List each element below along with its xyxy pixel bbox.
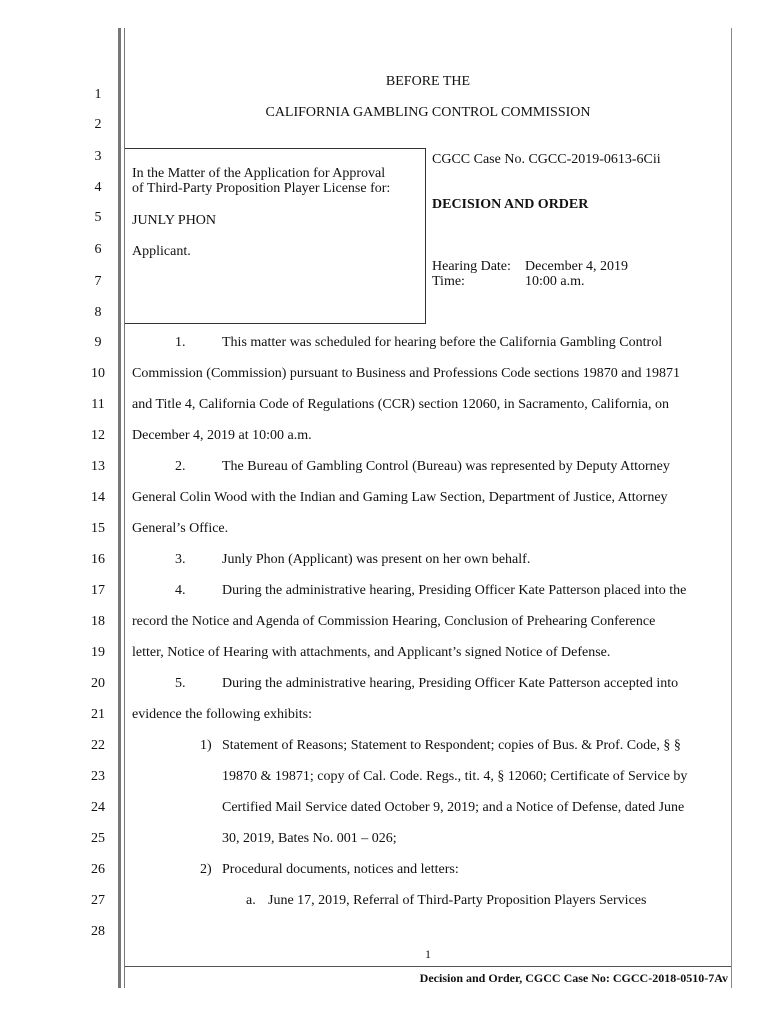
- paragraph-number: 3.: [175, 552, 186, 567]
- sub-item-letter: a.: [246, 893, 256, 908]
- hearing-date-label: Hearing Date:: [432, 259, 511, 274]
- court-heading-line2: CALIFORNIA GAMBLING CONTROL COMMISSION: [265, 105, 591, 120]
- line-number: 25: [91, 831, 105, 846]
- line-number: 28: [91, 924, 105, 939]
- list-item-line: Statement of Reasons; Statement to Respondent; copies of Bus. & Prof. Code, § §: [222, 738, 681, 753]
- line-number: 22: [91, 738, 105, 753]
- paragraph-5-line: During the administrative hearing, Presiding Officer Kate Patterson accepted into: [222, 676, 679, 691]
- paragraph-2-line: General Colin Wood with the Indian and Gaming Law Section, Department of Justice, Attorney: [132, 490, 668, 505]
- line-number: 27: [91, 893, 105, 908]
- line-number: 14: [91, 490, 105, 505]
- line-number: 8: [94, 305, 102, 320]
- line-number: 16: [91, 552, 105, 567]
- paragraph-4-line: During the administrative hearing, Presiding Officer Kate Patterson placed into the: [222, 583, 687, 598]
- line-number: 13: [91, 459, 105, 474]
- line-number: 2: [94, 117, 102, 132]
- list-item-line: Procedural documents, notices and letters:: [222, 862, 459, 877]
- line-number: 10: [91, 366, 105, 381]
- line-number: 7: [94, 274, 102, 289]
- paragraph-2-line: The Bureau of Gambling Control (Bureau) was represented by Deputy Attorney: [222, 459, 670, 474]
- paragraph-1-line: and Title 4, California Code of Regulations (CCR) section 12060, in Sacramento, California, on: [132, 397, 669, 412]
- line-number: 5: [94, 210, 102, 225]
- matter-line2: of Third-Party Proposition Player License for:: [132, 181, 391, 196]
- line-number: 21: [91, 707, 105, 722]
- paragraph-1-line: December 4, 2019 at 10:00 a.m.: [132, 428, 312, 443]
- case-number: CGCC Case No. CGCC-2019-0613-6Cii: [432, 152, 661, 167]
- line-number: 23: [91, 769, 105, 784]
- line-number: 15: [91, 521, 105, 536]
- line-number: 18: [91, 614, 105, 629]
- line-number: 19: [91, 645, 105, 660]
- sub-item-line: June 17, 2019, Referral of Third-Party Proposition Players Services: [268, 893, 647, 908]
- applicant-name: JUNLY PHON: [132, 213, 217, 228]
- matter-line1: In the Matter of the Application for Approval: [132, 166, 386, 181]
- list-item-line: Certified Mail Service dated October 9, 2019; and a Notice of Defense, dated June: [222, 800, 685, 815]
- hearing-time-label: Time:: [432, 274, 465, 289]
- list-item-line: 30, 2019, Bates No. 001 – 026;: [222, 831, 397, 846]
- applicant-role: Applicant.: [132, 244, 191, 259]
- line-number: 11: [91, 397, 105, 412]
- list-item-number: 2): [200, 862, 212, 877]
- list-item-line: 19870 & 19871; copy of Cal. Code. Regs., tit. 4, § 12060; Certificate of Service by: [222, 769, 688, 784]
- paragraph-1-line: Commission (Commission) pursuant to Business and Professions Code sections 19870 and 19871: [132, 366, 680, 381]
- pleading-rule-left-thick: [118, 28, 121, 988]
- line-number: 6: [94, 242, 102, 257]
- line-number: 4: [94, 180, 102, 195]
- line-number: 26: [91, 862, 105, 877]
- line-number: 9: [94, 335, 102, 350]
- paragraph-1-line: This matter was scheduled for hearing before the California Gambling Control: [222, 335, 663, 350]
- line-number: 20: [91, 676, 105, 691]
- hearing-date-value: December 4, 2019: [525, 259, 629, 274]
- paragraph-number: 2.: [175, 459, 186, 474]
- line-number: 24: [91, 800, 105, 815]
- paragraph-4-line: record the Notice and Agenda of Commission Hearing, Conclusion of Prehearing Conference: [132, 614, 656, 629]
- list-item-number: 1): [200, 738, 212, 753]
- line-number: 1: [94, 87, 102, 102]
- line-number: 17: [91, 583, 105, 598]
- footer-text: Decision and Order, CGCC Case No: CGCC-2018-0510-7Av: [419, 971, 728, 985]
- line-number: 12: [91, 428, 105, 443]
- footer-rule: [125, 966, 731, 967]
- hearing-time-value: 10:00 a.m.: [525, 274, 585, 289]
- paragraph-3-line: Junly Phon (Applicant) was present on her own behalf.: [222, 552, 531, 567]
- document-title: DECISION AND ORDER: [432, 197, 589, 212]
- paragraph-number: 1.: [175, 335, 186, 350]
- paragraph-number: 5.: [175, 676, 186, 691]
- paragraph-2-line: General’s Office.: [132, 521, 229, 536]
- line-number: 3: [94, 149, 102, 164]
- pleading-rule-right: [731, 28, 732, 988]
- page-number: 1: [425, 947, 431, 961]
- court-heading-line1: BEFORE THE: [385, 74, 471, 89]
- paragraph-number: 4.: [175, 583, 186, 598]
- paragraph-4-line: letter, Notice of Hearing with attachments, and Applicant’s signed Notice of Defense.: [132, 645, 611, 660]
- paragraph-5-line: evidence the following exhibits:: [132, 707, 313, 722]
